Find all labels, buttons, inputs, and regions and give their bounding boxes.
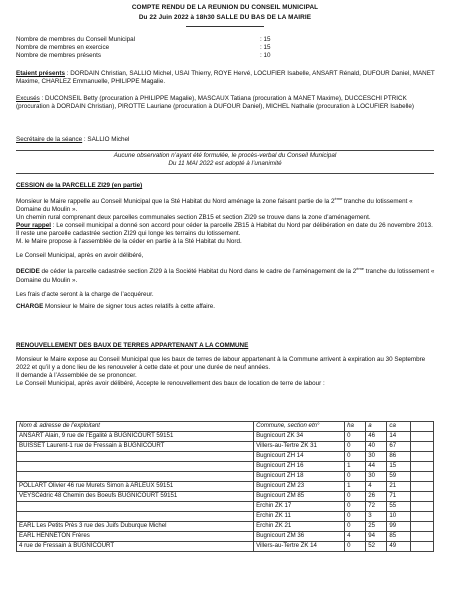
cell-commune: Bugnicourt ZH 16 bbox=[254, 462, 345, 472]
note-line-2: Du 11 MAI 2022 est adopté à l’unanimité bbox=[168, 160, 282, 168]
cell-ca: 59 bbox=[387, 472, 410, 482]
cell-ha: 0 bbox=[345, 542, 366, 552]
secretaire-text: : SALLIO Michel bbox=[82, 136, 130, 143]
cell-ca: 49 bbox=[387, 542, 410, 552]
cession-p8: Les frais d’acte seront à la charge de l’acquéreur. bbox=[16, 290, 154, 298]
cell-exploitant: EARL Les Petits Près 3 rue des Juifs Duburque Michel bbox=[17, 522, 254, 532]
baux-p2: Il demande à l’Assemblée de se prononcer. bbox=[16, 372, 137, 380]
cell-exploitant: ANSART Alain, 9 rue de l’Egalité à BUGNICOURT 59151 bbox=[17, 432, 254, 442]
cell-a: 3 bbox=[366, 512, 387, 522]
count-row bbox=[16, 52, 436, 60]
cell-exploitant bbox=[17, 502, 254, 512]
cell-extra bbox=[410, 462, 433, 472]
table-row bbox=[17, 542, 434, 552]
cession-p4: Il reste une parcelle cadastrée section ZI29 qui longe les terrains du lotissement. bbox=[16, 230, 241, 238]
cell-exploitant bbox=[17, 472, 254, 482]
decide-text: de céder la parcelle cadastrée section ZI29 à la Société Habitat du Nord dans le cadre de l’aménagement de la 2 bbox=[39, 268, 357, 276]
cell-exploitant: POLLART Olivier 46 rue Murets Simon à ARLEUX 59151 bbox=[17, 482, 254, 492]
col-header-commune: Commune, section etn° bbox=[254, 422, 345, 432]
cell-a: 25 bbox=[366, 522, 387, 532]
cell-ca: 71 bbox=[387, 492, 410, 502]
cell-ca: 10 bbox=[387, 512, 410, 522]
col-header-ca: ca bbox=[387, 422, 410, 432]
table-body bbox=[17, 432, 434, 552]
cession-p6: Le Conseil Municipal, après en avoir délibéré, bbox=[16, 252, 144, 260]
count-row bbox=[16, 44, 436, 52]
cell-a: 4 bbox=[366, 482, 387, 492]
count-label: Nombre de membres du Conseil Municipal bbox=[16, 36, 135, 43]
cell-ha: 1 bbox=[345, 482, 366, 492]
table-row bbox=[17, 442, 434, 452]
cell-extra bbox=[410, 472, 433, 482]
cession-p1 bbox=[16, 196, 436, 214]
decide-text-end: tranche du lotissement « Domaine du Moulin ». bbox=[16, 268, 435, 284]
cell-ha: 1 bbox=[345, 462, 366, 472]
cell-a: 40 bbox=[366, 442, 387, 452]
cession-p1-text-end: tranche du lotissement « Domaine du Moulin ». bbox=[16, 198, 413, 214]
cell-ca: 99 bbox=[387, 522, 410, 532]
presents-paragraph bbox=[16, 70, 436, 86]
cell-ha: 4 bbox=[345, 532, 366, 542]
count-label: Nombre de membres en exercice bbox=[16, 44, 110, 51]
cell-ca: 86 bbox=[387, 452, 410, 462]
col-header-a: a bbox=[366, 422, 387, 432]
table-row bbox=[17, 432, 434, 442]
count-value: : 10 bbox=[260, 52, 271, 59]
table-row bbox=[17, 502, 434, 512]
baux-section bbox=[16, 342, 436, 388]
cell-extra bbox=[410, 452, 433, 462]
cell-extra bbox=[410, 522, 433, 532]
cell-a: 94 bbox=[366, 532, 387, 542]
table-header-row bbox=[17, 422, 434, 432]
cell-commune: Villers-au-Tertre ZK 31 bbox=[254, 442, 345, 452]
cell-exploitant bbox=[17, 512, 254, 522]
cell-exploitant: VEYSCédric 48 Chemin des Boeufs BUGNICOURT 59151 bbox=[17, 492, 254, 502]
cell-ha: 0 bbox=[345, 502, 366, 512]
cell-extra bbox=[410, 532, 433, 542]
cession-rappel bbox=[16, 222, 436, 230]
col-header-ha: ha bbox=[345, 422, 366, 432]
title-rule bbox=[186, 26, 264, 27]
cell-ha: 0 bbox=[345, 522, 366, 532]
note-line-1: Aucune observation n’ayant été formulée, le procès-verbal du Conseil Municipal bbox=[113, 152, 337, 159]
count-label: Nombre de membres présents bbox=[16, 52, 102, 59]
cell-ca: 85 bbox=[387, 532, 410, 542]
cell-ha: 0 bbox=[345, 432, 366, 442]
cell-extra bbox=[410, 512, 433, 522]
charge-label: CHARGE bbox=[16, 302, 44, 310]
cell-ca: 67 bbox=[387, 442, 410, 452]
cell-extra bbox=[410, 492, 433, 502]
pv-adoption-note bbox=[16, 150, 434, 174]
cell-ha: 0 bbox=[345, 512, 366, 522]
cell-a: 26 bbox=[366, 492, 387, 502]
cell-ca: 14 bbox=[387, 432, 410, 442]
cell-exploitant: 4 rue de Fressain à BUGNICOURT bbox=[17, 542, 254, 552]
table-row bbox=[17, 462, 434, 472]
cession-charge bbox=[16, 303, 436, 311]
cell-commune: Bugnicourt ZM 85 bbox=[254, 492, 345, 502]
baux-table bbox=[16, 421, 434, 552]
charge-text: Monsieur le Maire de signer tous actes relatifs à cette affaire. bbox=[43, 302, 216, 310]
cell-extra bbox=[410, 482, 433, 492]
cell-a: 46 bbox=[366, 432, 387, 442]
decide-sup: ème bbox=[356, 266, 365, 272]
cell-ca: 21 bbox=[387, 482, 410, 492]
cell-exploitant bbox=[17, 452, 254, 462]
document-title: COMPTE RENDU DE LA REUNION DU CONSEIL MUNICIPAL bbox=[131, 4, 319, 11]
decide-label: DECIDE bbox=[16, 268, 40, 276]
cell-ha: 0 bbox=[345, 452, 366, 462]
baux-heading: RENOUVELLEMENT DES BAUX DE TERRES APPARTENANT A LA COMMUNE bbox=[16, 342, 249, 349]
baux-p1: Monsieur le Maire expose au Conseil Municipal que les baux de terres de labour appartenant à la Commune arrivent à expiration au 30 Septembre 2022 et qu’il y a donc lieu de les renouveler à cette date et pour une durée de neuf années. bbox=[16, 356, 426, 372]
cell-commune: Bugnicourt ZK 34 bbox=[254, 432, 345, 442]
cell-commune: Erchin ZK 17 bbox=[254, 502, 345, 512]
cell-extra bbox=[410, 442, 433, 452]
cell-exploitant bbox=[17, 462, 254, 472]
cession-p1-text: Monsieur le Maire rappelle au Conseil Municipal que la Sté Habitat du Nord aménage la zone faisant partie de la 2 bbox=[16, 198, 335, 206]
count-value: : 15 bbox=[260, 36, 271, 43]
cell-commune: Bugnicourt ZH 18 bbox=[254, 472, 345, 482]
rappel-label: Pour rappel bbox=[16, 222, 51, 230]
rappel-text: : Le conseil municipal a donné son accord pour céder la parcelle ZB15 à Habitat du Nord par délibération en date du 26 novembre 2013. bbox=[51, 222, 433, 230]
table-row bbox=[17, 522, 434, 532]
cell-ha: 0 bbox=[345, 472, 366, 482]
secretaire-label: Secrétaire de la séance bbox=[16, 136, 83, 143]
cell-a: 52 bbox=[366, 542, 387, 552]
cell-commune: Erchin ZK 21 bbox=[254, 522, 345, 532]
count-row bbox=[16, 36, 436, 44]
cell-commune: Bugnicourt ZH 14 bbox=[254, 452, 345, 462]
cell-exploitant: BUISSET Laurent-1 rue de Fressain à BUGNICOURT bbox=[17, 442, 254, 452]
cell-ha: 0 bbox=[345, 492, 366, 502]
cession-p2: Un chemin rural comprenant deux parcelles communales section ZB15 et section ZI29 se trouve dans la zone d’aménagement. bbox=[16, 214, 371, 222]
baux-p3: Le Conseil Municipal, après avoir délibéré, Accepte le renouvellement des baux de location de terre de labour : bbox=[16, 380, 325, 388]
cession-decide bbox=[16, 266, 436, 284]
excuses-text: : DUCONSEIL Betty (procuration à PHILIPPE Magalie), MASCAUX Tatiana (procuration à MANET Maxime), DUCCESCHI PTRICK (procuration à DORDAIN Christian), PIROTTE Lauriane (procuration à DUFOUR Daniel), MICHEL Nathalie (procuration à LOCUFIER Isabelle) bbox=[16, 95, 415, 111]
excuses-paragraph bbox=[16, 95, 436, 111]
cession-heading: CESSION de la PARCELLE ZI29 (en partie) bbox=[16, 182, 143, 189]
cell-commune: Erchin ZK 11 bbox=[254, 512, 345, 522]
cession-p1-sup: ème bbox=[334, 196, 343, 202]
cell-extra bbox=[410, 542, 433, 552]
excuses-label: Excusés bbox=[16, 95, 40, 102]
cell-a: 30 bbox=[366, 472, 387, 482]
cell-commune: Villers-au-Tertre ZK 14 bbox=[254, 542, 345, 552]
cell-extra bbox=[410, 502, 433, 512]
col-header-name: Nom & adresse de l’exploitant bbox=[17, 422, 254, 432]
cell-a: 72 bbox=[366, 502, 387, 512]
cession-section bbox=[16, 182, 436, 311]
cell-ha: 0 bbox=[345, 442, 366, 452]
cell-extra bbox=[410, 432, 433, 442]
cell-ca: 55 bbox=[387, 502, 410, 512]
cell-a: 30 bbox=[366, 452, 387, 462]
count-value: : 15 bbox=[260, 44, 271, 51]
table-row bbox=[17, 452, 434, 462]
table-row bbox=[17, 492, 434, 502]
cell-commune: Bugnicourt ZM 36 bbox=[254, 532, 345, 542]
presents-label: Etaient présents bbox=[16, 70, 65, 77]
cell-ca: 15 bbox=[387, 462, 410, 472]
table-row bbox=[17, 472, 434, 482]
table-row bbox=[17, 512, 434, 522]
col-header-extra bbox=[410, 422, 433, 432]
presents-text: : DORDAIN Christian, SALLIO Michel, USAI Thierry, ROYE Hervé, LOCUFIER Isabelle, ANSART Rénald, DUFOUR Daniel, MANET Maxime, CHARLEZ Emmanuelle, PHILIPPE Magalie. bbox=[16, 70, 435, 86]
meeting-date-line: Du 22 Juin 2022 à 18h30 SALLE DU BAS DE LA MAIRIE bbox=[138, 14, 312, 21]
cession-p5: M. le Maire propose à l’assemblée de la céder en partie à la Sté Habitat du Nord. bbox=[16, 238, 242, 246]
member-counts bbox=[16, 36, 436, 60]
cell-a: 44 bbox=[366, 462, 387, 472]
table-row bbox=[17, 532, 434, 542]
cell-exploitant: EARL HENNETON Frères bbox=[17, 532, 254, 542]
cell-commune: Bugnicourt ZM 23 bbox=[254, 482, 345, 492]
secretaire-paragraph bbox=[16, 136, 436, 144]
table-row bbox=[17, 482, 434, 492]
